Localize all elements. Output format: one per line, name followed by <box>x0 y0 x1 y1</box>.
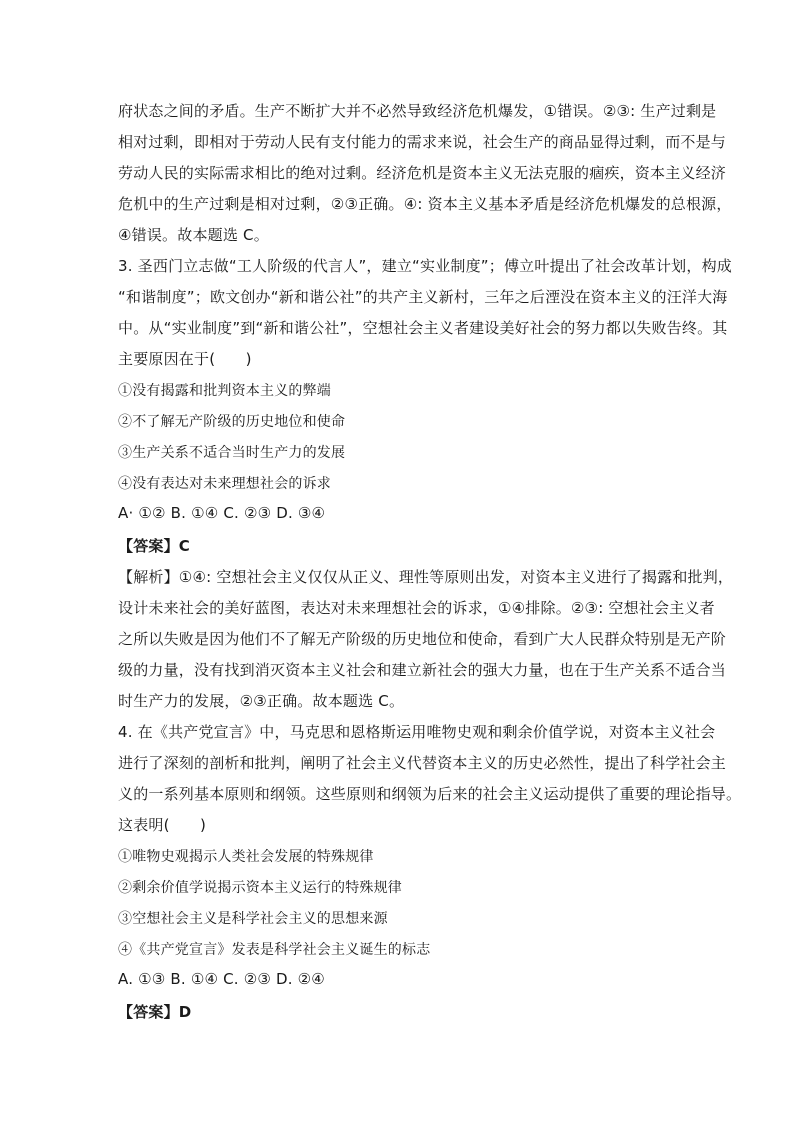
analysis-text-line: ④错误。故本题选 C。 <box>118 226 269 244</box>
question-3-analysis: 时生产力的发展，②③正确。故本题选 C。 <box>118 692 405 710</box>
question-3-option: ①没有揭露和批判资本主义的弊端 <box>118 383 331 399</box>
question-4-answer: 【答案】D <box>118 1003 192 1021</box>
question-3-stem: 主要原因在于( ) <box>118 350 252 368</box>
question-4-stem: 进行了深刻的剖析和批判，阐明了社会主义代替资本主义的历史必然性，提出了科学社会主 <box>118 754 727 772</box>
question-4-stem: 义的一系列基本原则和纲领。这些原则和纲领为后来的社会主义运动提供了重要的理论指导。 <box>118 785 742 803</box>
question-3-stem: “和谐制度”；欧文创办“新和谐公社”的共产主义新村，三年之后湮没在资本主义的汪洋大海 <box>118 288 728 306</box>
question-4-choices: A. ①③ B. ①④ C. ②③ D. ②④ <box>118 970 325 988</box>
question-3-choices: A· ①② B. ①④ C. ②③ D. ③④ <box>118 504 326 522</box>
question-4-stem: 4. 在《共产党宣言》中，马克思和恩格斯运用唯物史观和剩余价值学说，对资本主义社会 <box>118 723 716 741</box>
question-3-option: ④没有表达对未来理想社会的诉求 <box>118 476 331 492</box>
question-3-analysis: 级的力量，没有找到消灭资本主义社会和建立新社会的强大力量，也在于生产关系不适合当 <box>118 661 727 679</box>
question-4-option: ①唯物史观揭示人类社会发展的特殊规律 <box>118 849 374 865</box>
analysis-text-line: 劳动人民的实际需求相比的绝对过剩。经济危机是资本主义无法克服的痼疾，资本主义经济 <box>118 164 727 182</box>
question-3-answer: 【答案】C <box>118 537 191 555</box>
analysis-text-line: 府状态之间的矛盾。生产不断扩大并不必然导致经济危机爆发，①错误。②③: 生产过剩是 <box>118 102 717 120</box>
question-3-stem: 3. 圣西门立志做“工人阶级的代言人”，建立“实业制度”；傅立叶提出了社会改革计划，构成 <box>118 257 732 275</box>
question-3-analysis: 设计未来社会的美好蓝图，表达对未来理想社会的诉求，①④排除。②③: 空想社会主义者 <box>118 599 715 617</box>
question-3-analysis: 之所以失败是因为他们不了解无产阶级的历史地位和使命，看到广大人民群众特别是无产阶 <box>118 630 727 648</box>
question-3-stem: 中。从“实业制度”到“新和谐公社”，空想社会主义者建设美好社会的努力都以失败告终。其 <box>118 319 728 337</box>
question-4-stem: 这表明( ) <box>118 816 207 834</box>
question-3-option: ②不了解无产阶级的历史地位和使命 <box>118 414 346 430</box>
question-3-analysis: 【解析】①④: 空想社会主义仅仅从正义、理性等原则出发，对资本主义进行了揭露和批判， <box>118 568 734 586</box>
question-3-option: ③生产关系不适合当时生产力的发展 <box>118 445 346 461</box>
question-4-option: ②剩余价值学说揭示资本主义运行的特殊规律 <box>118 880 402 896</box>
analysis-text-line: 相对过剩，即相对于劳动人民有支付能力的需求来说，社会生产的商品显得过剩，而不是与 <box>118 133 727 151</box>
question-4-option: ④《共产党宣言》发表是科学社会主义诞生的标志 <box>118 942 431 958</box>
question-4-option: ③空想社会主义是科学社会主义的思想来源 <box>118 911 388 927</box>
analysis-text-line: 危机中的生产过剩是相对过剩，②③正确。④: 资本主义基本矛盾是经济危机爆发的总根源， <box>118 195 732 213</box>
